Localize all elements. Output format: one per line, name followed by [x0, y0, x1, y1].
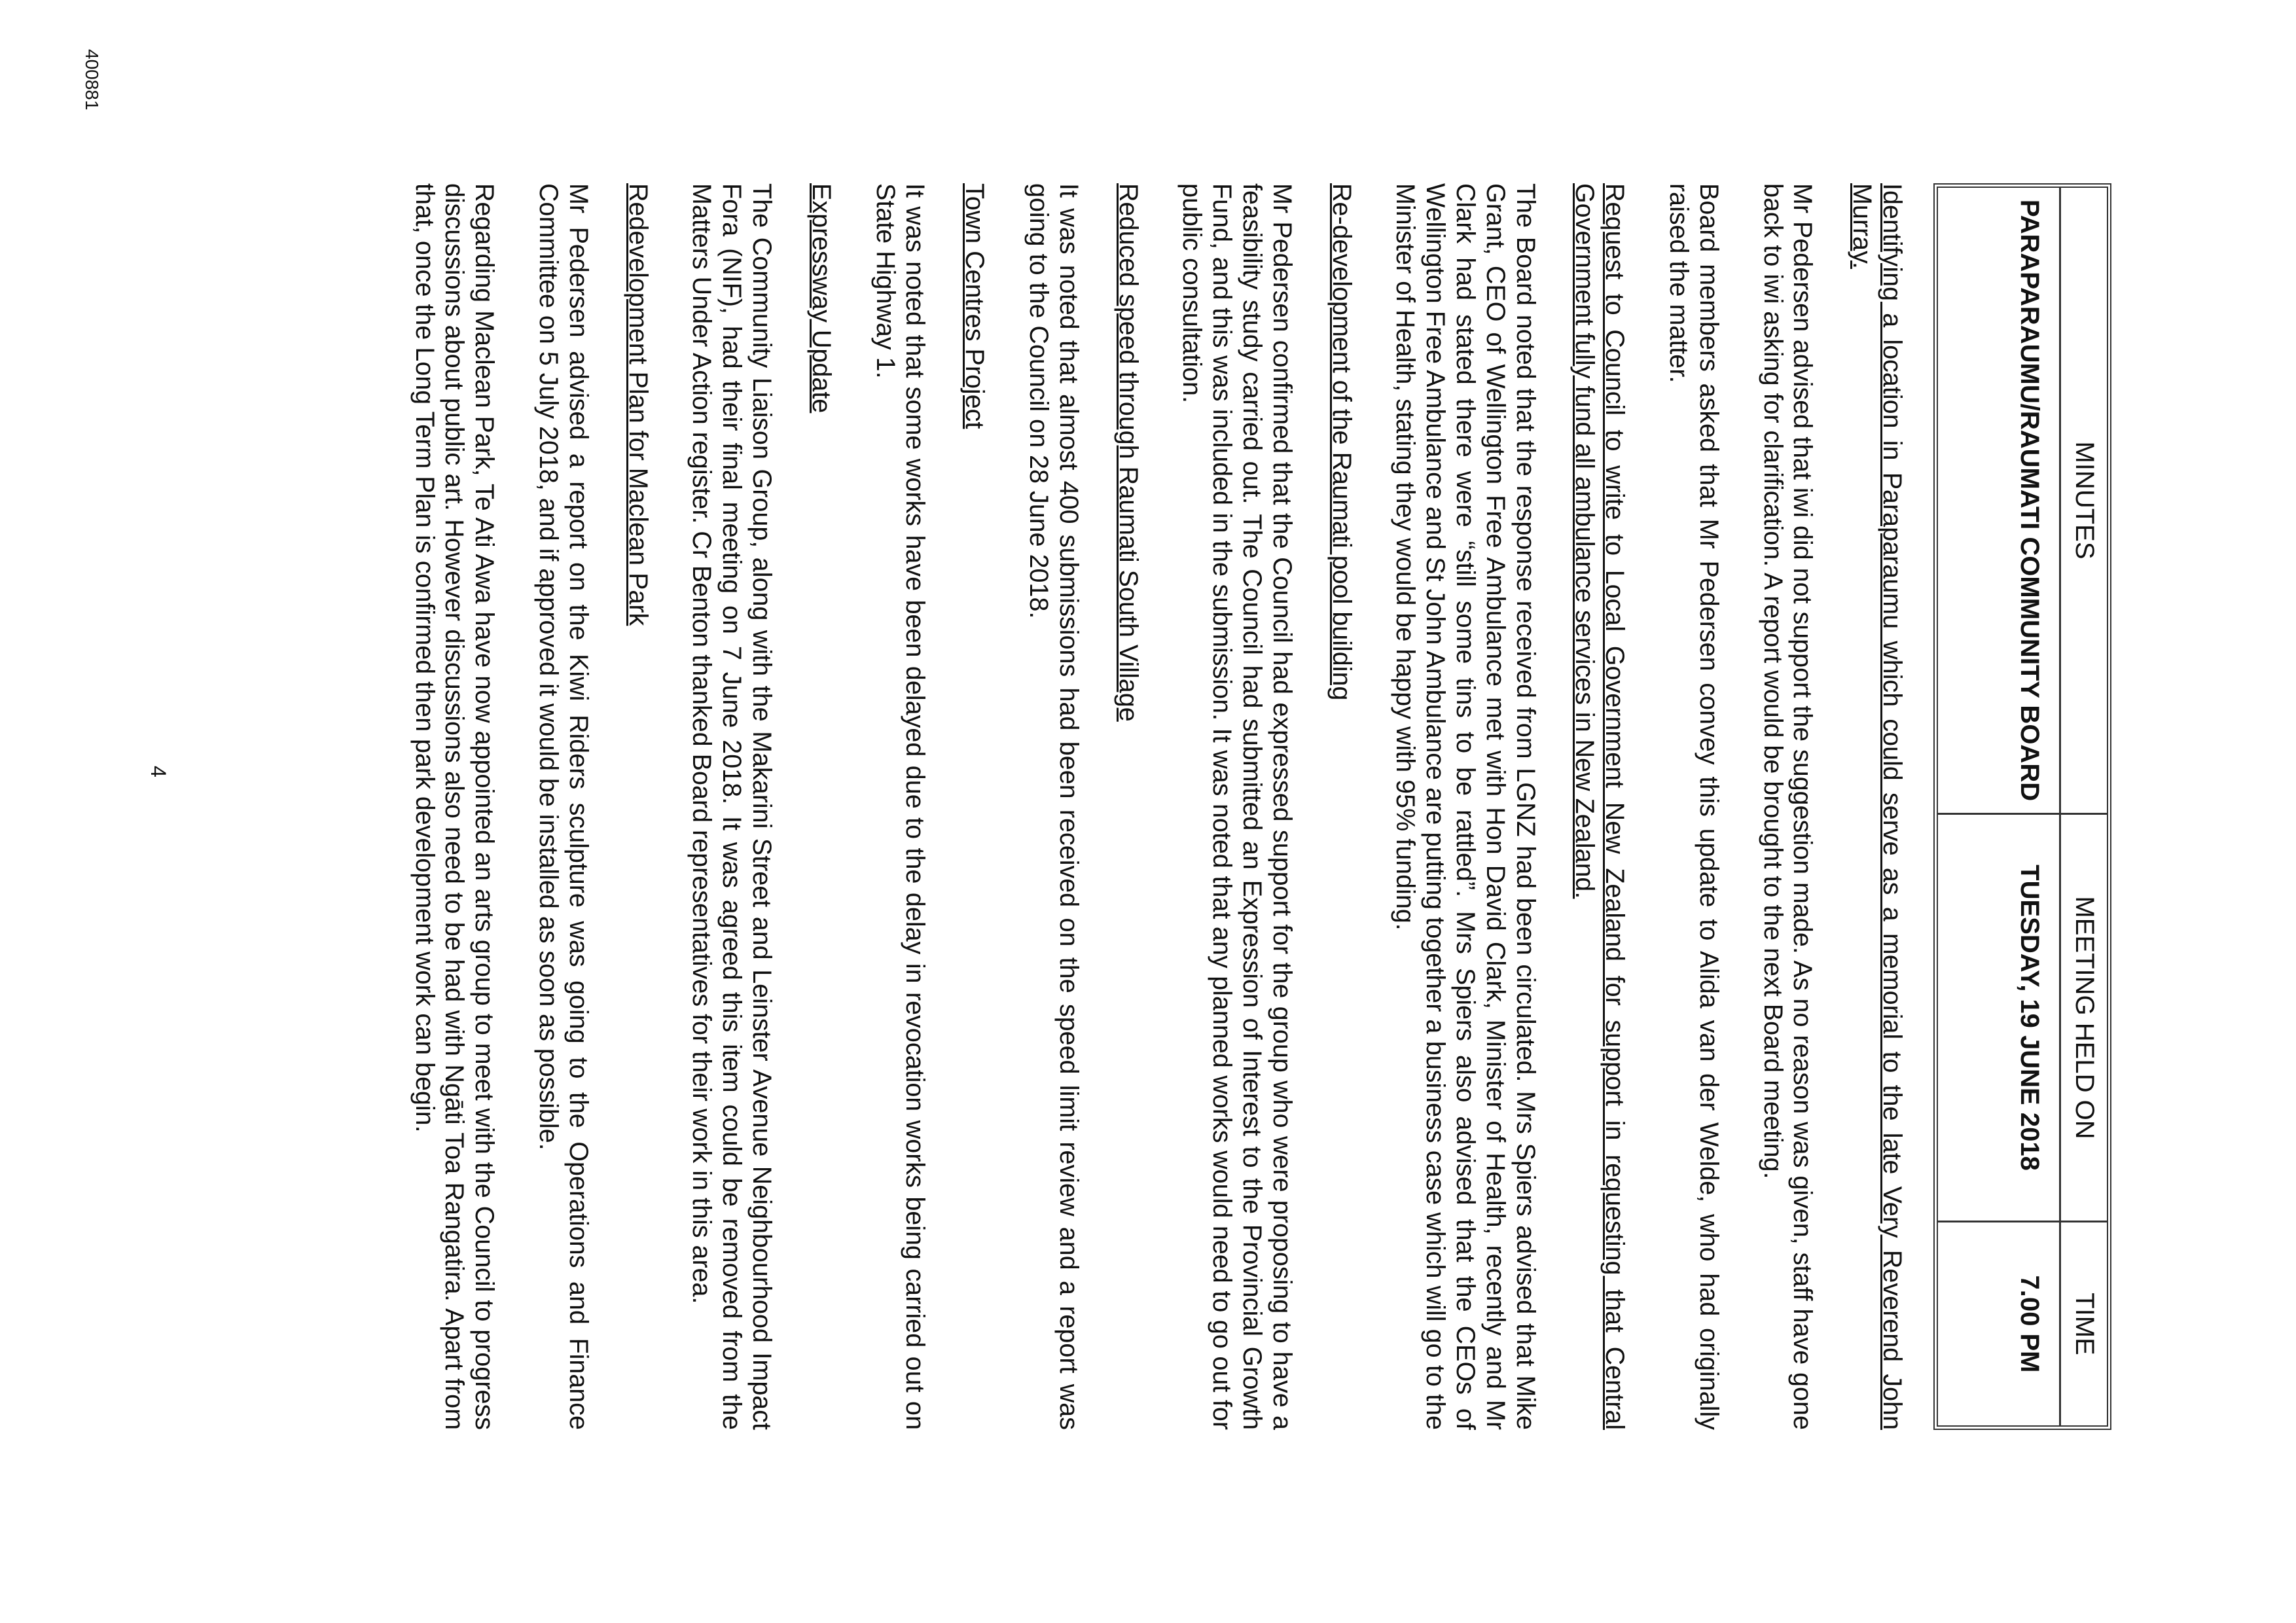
- section-heading: Re-development of the Raumati pool building: [1327, 183, 1356, 701]
- section-expressway: [687, 183, 836, 1430]
- section-heading: Expressway Update: [806, 183, 836, 414]
- section-paragraph: Mr Pedersen confirmed that the Council had expressed support for the group who were proposing to have a feasibility study carried out. The Council had submitted an Expression of Interest to the Provincial Growth Fund, and this was included in the submission. It was noted that any planned works would need to go out for public consultation.: [1177, 183, 1297, 1430]
- time-value: 7.00 PM: [2015, 1275, 2044, 1373]
- section-paragraph: It was noted that almost 400 submissions had been received on the speed limit review and a report was going to the Council on 28 June 2018.: [1024, 183, 1083, 1430]
- document-code: 400881: [82, 49, 102, 111]
- section-maclean-park: [409, 183, 653, 1430]
- section-heading: Town Centres Project: [960, 183, 990, 429]
- section-pool: [1177, 183, 1356, 1430]
- time-label: TIME: [2059, 1222, 2107, 1425]
- meeting-date-cell: [1938, 815, 2107, 1222]
- section-paragraph: The Community Liaison Group, along with the Makarini Street and Leinster Avenue Neighbourhood Impact Fora (NIF), had their final meeting on 7 June 2018. It was agreed this item could be removed from the Matters Under Action register. Cr Benton thanked Board representatives for their work in this area.: [687, 183, 777, 1430]
- minutes-cell: [1938, 188, 2107, 815]
- section-memorial: [1663, 183, 1907, 1430]
- section-heading: Redevelopment Plan for Maclean Park: [623, 183, 653, 626]
- board-name: PARAPARAUMU/RAUMATI COMMUNITY BOARD: [2015, 199, 2044, 802]
- section-paragraph: Regarding Maclean Park, Te Ati Awa have now appointed an arts group to meet with the Council to progress discussions about public art. However discussions also need to be had with Ngāti Toa Rangatira. Apart from that, once the Long Term Plan is confirmed then park development work can begin.: [410, 183, 499, 1430]
- section-paragraph: It was noted that some works have been delayed due to the delay in revocation works being carried out on State Highway 1.: [870, 183, 930, 1430]
- section-heading: Identifying a location in Paraparaumu which could serve as a memorial to the late Very Reverend John Murray.: [1848, 183, 1907, 1430]
- section-paragraph: Mr Pedersen advised a report on the Kiwi Riders sculpture was going to the Operations and Finance Committee on 5 July 2018, and if approved it would be installed as soon as possible.: [534, 183, 593, 1430]
- meeting-label: MEETING HELD ON: [2059, 815, 2107, 1221]
- section-heading: Request to Council to write to Local Government New Zealand for support in requesting that Central Government fully fund all ambulance services in New Zealand.: [1570, 183, 1630, 1430]
- section-paragraph: Mr Pedersen advised that iwi did not support the suggestion made. As no reason was given, staff have gone back to iwi asking for clarification. A report would be brought to the next Board meeting.: [1758, 183, 1818, 1430]
- section-paragraph: Board members asked that Mr Pedersen convey this update to Alida van der Welde, who had originally raised the matter.: [1664, 183, 1723, 1430]
- meeting-date: TUESDAY, 19 JUNE 2018: [2015, 865, 2044, 1171]
- page-number: 4: [147, 766, 170, 777]
- minutes-body: [375, 183, 1907, 1430]
- section-speed: [1023, 183, 1142, 1430]
- minutes-label: MINUTES: [2059, 188, 2107, 813]
- section-paragraph: The Board noted that the response received from LGNZ had been circulated. Mrs Spiers advised that Mike Grant, CEO of Wellington Free Ambulance met with Hon David Clark, Minister of Health, recently and Mr Clark had stated there were “still some tins to be rattled”. Mrs Spiers also advised that the CEOs of Wellington Free Ambulance and St John Ambulance are putting together a business case which will go to the Minister of Health, stating they would be happy with 95% funding.: [1391, 183, 1540, 1430]
- section-town-centres: [870, 183, 989, 1430]
- minutes-header-table: [1933, 183, 2111, 1430]
- section-heading: Reduced speed through Raumati South Village: [1113, 183, 1143, 722]
- section-ambulance: [1390, 183, 1630, 1430]
- time-cell: [1938, 1222, 2107, 1425]
